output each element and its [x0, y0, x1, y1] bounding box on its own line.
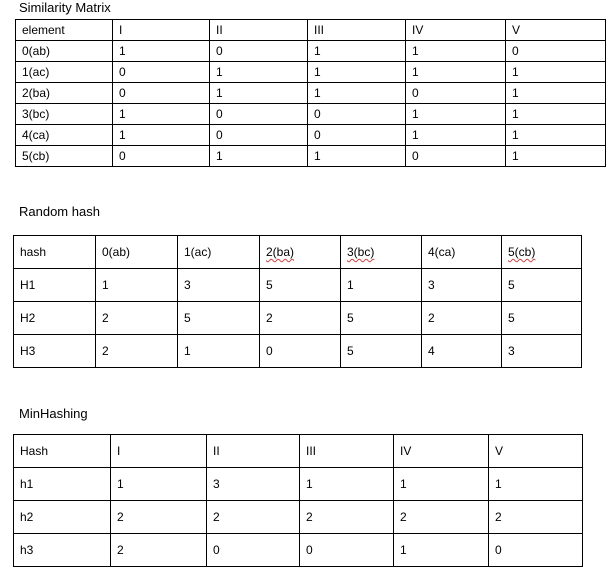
row-label-cell: H2 — [14, 302, 96, 335]
similarity-matrix-table — [15, 19, 606, 167]
table-cell: 1 — [506, 104, 606, 125]
table-cell: 1 — [406, 62, 506, 83]
header-cell: 2(ba) — [260, 236, 341, 269]
header-cell: II — [210, 20, 308, 41]
table-row — [14, 269, 582, 302]
table-cell: 1 — [308, 41, 406, 62]
table-cell: 1 — [406, 41, 506, 62]
header-cell: 0(ab) — [96, 236, 178, 269]
table-cell: 0 — [406, 146, 506, 167]
table-row — [16, 104, 606, 125]
table-cell: 1 — [210, 83, 308, 104]
table-cell: 4 — [422, 335, 502, 368]
row-label-cell: h2 — [14, 501, 111, 534]
header-cell: 5(cb) — [502, 236, 582, 269]
table-row — [16, 62, 606, 83]
table-cell: 2 — [300, 501, 394, 534]
row-label-cell: 2(ba) — [16, 83, 113, 104]
table-cell: 1 — [210, 146, 308, 167]
header-cell: I — [113, 20, 210, 41]
table-cell: 0 — [489, 534, 583, 567]
table-cell: 1 — [178, 335, 260, 368]
table-cell: 5 — [502, 302, 582, 335]
row-label-cell: h1 — [14, 468, 111, 501]
table-cell: 2 — [111, 534, 207, 567]
table-row — [14, 302, 582, 335]
table-cell: 1 — [406, 125, 506, 146]
table-cell: 2 — [489, 501, 583, 534]
table-cell: 1 — [111, 468, 207, 501]
table-cell: 0 — [506, 41, 606, 62]
header-cell: IV — [394, 435, 489, 468]
table-cell: 2 — [96, 335, 178, 368]
row-label-cell: 4(ca) — [16, 125, 113, 146]
table-cell: 2 — [207, 501, 300, 534]
table-row — [16, 41, 606, 62]
table-cell: 0 — [406, 83, 506, 104]
table-cell: 0 — [210, 125, 308, 146]
table-cell: 3 — [178, 269, 260, 302]
table-cell: 2 — [96, 302, 178, 335]
table-cell: 0 — [210, 41, 308, 62]
table-row — [14, 335, 582, 368]
table-header-row — [14, 236, 582, 269]
table-cell: 1 — [308, 62, 406, 83]
header-cell: II — [207, 435, 300, 468]
table-cell: 1 — [113, 104, 210, 125]
table-cell: 2 — [394, 501, 489, 534]
row-label-cell: 3(bc) — [16, 104, 113, 125]
table-cell: 2 — [422, 302, 502, 335]
similarity-matrix-title: Similarity Matrix — [19, 0, 111, 15]
row-label-cell: H3 — [14, 335, 96, 368]
table-header-row — [14, 435, 583, 468]
header-cell: 4(ca) — [422, 236, 502, 269]
row-label-cell: 1(ac) — [16, 62, 113, 83]
table-cell: 1 — [506, 125, 606, 146]
table-cell: 5 — [341, 302, 422, 335]
header-cell: 3(bc) — [341, 236, 422, 269]
table-row — [16, 146, 606, 167]
table-cell: 5 — [502, 269, 582, 302]
table-cell: 3 — [207, 468, 300, 501]
table-cell: 0 — [308, 125, 406, 146]
table-cell: 5 — [260, 269, 341, 302]
header-cell: element — [16, 20, 113, 41]
table-cell: 1 — [96, 269, 178, 302]
table-cell: 2 — [260, 302, 341, 335]
row-label-cell: 0(ab) — [16, 41, 113, 62]
table-cell: 1 — [113, 125, 210, 146]
table-cell: 1 — [394, 534, 489, 567]
row-label-cell: H1 — [14, 269, 96, 302]
table-cell: 0 — [113, 62, 210, 83]
header-cell: V — [489, 435, 583, 468]
row-label-cell: 5(cb) — [16, 146, 113, 167]
table-cell: 3 — [422, 269, 502, 302]
table-cell: 1 — [406, 104, 506, 125]
table-cell: 1 — [506, 146, 606, 167]
header-cell: I — [111, 435, 207, 468]
table-cell: 1 — [210, 62, 308, 83]
table-cell: 1 — [506, 83, 606, 104]
header-cell: Hash — [14, 435, 111, 468]
random-hash-table — [13, 235, 582, 368]
header-cell: 1(ac) — [178, 236, 260, 269]
table-cell: 0 — [210, 104, 308, 125]
table-cell: 1 — [308, 146, 406, 167]
row-label-cell: h3 — [14, 534, 111, 567]
table-cell: 0 — [113, 146, 210, 167]
table-cell: 1 — [113, 41, 210, 62]
header-cell: III — [300, 435, 394, 468]
minhashing-title: MinHashing — [19, 406, 88, 421]
header-cell: IV — [406, 20, 506, 41]
table-cell: 5 — [341, 335, 422, 368]
header-cell: V — [506, 20, 606, 41]
header-cell: III — [308, 20, 406, 41]
table-cell: 1 — [341, 269, 422, 302]
table-row — [14, 534, 583, 567]
table-row — [14, 468, 583, 501]
table-cell: 1 — [308, 83, 406, 104]
table-cell: 0 — [207, 534, 300, 567]
table-cell: 1 — [300, 468, 394, 501]
table-row — [16, 125, 606, 146]
table-cell: 1 — [506, 62, 606, 83]
table-cell: 0 — [300, 534, 394, 567]
table-row — [16, 83, 606, 104]
table-cell: 0 — [113, 83, 210, 104]
table-header-row — [16, 20, 606, 41]
table-cell: 0 — [308, 104, 406, 125]
table-row — [14, 501, 583, 534]
table-cell: 0 — [260, 335, 341, 368]
table-cell: 1 — [394, 468, 489, 501]
minhashing-table — [13, 434, 583, 567]
table-cell: 3 — [502, 335, 582, 368]
header-cell: hash — [14, 236, 96, 269]
table-cell: 5 — [178, 302, 260, 335]
random-hash-title: Random hash — [19, 204, 100, 219]
table-cell: 2 — [111, 501, 207, 534]
table-cell: 1 — [489, 468, 583, 501]
